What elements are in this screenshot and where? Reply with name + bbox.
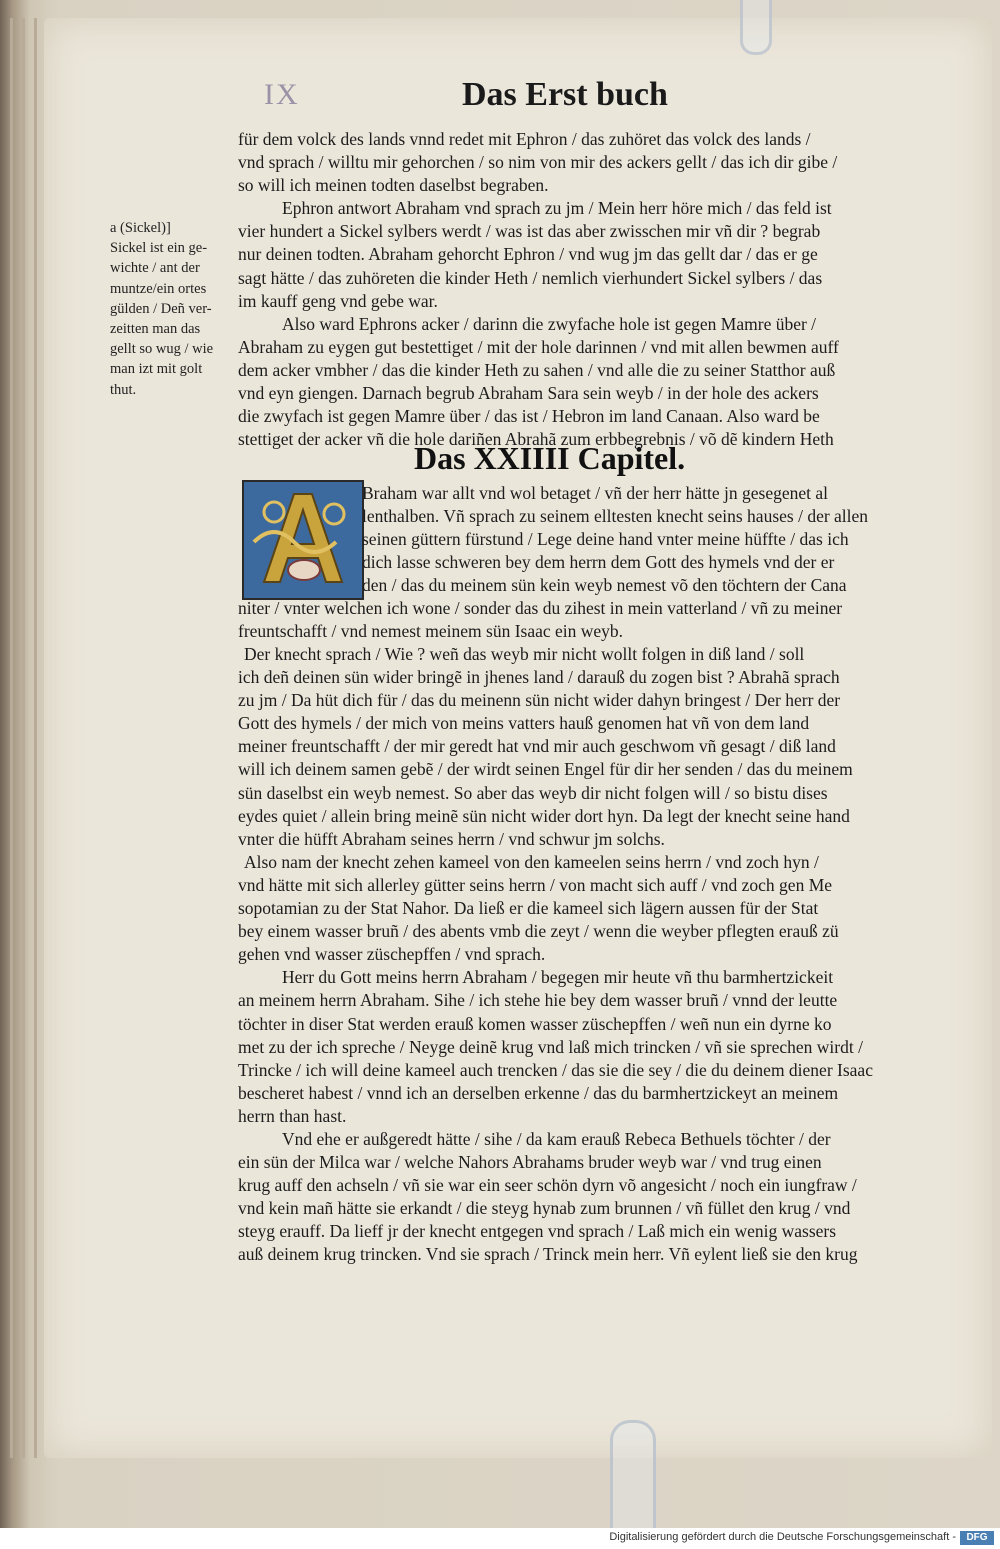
- text-line: Ephron antwort Abraham vnd sprach zu jm / Mein herr höre mich / das feld ist: [282, 198, 832, 219]
- footer-credit: Digitalisierung gefördert durch die Deutsche Forschungsgemeinschaft -: [609, 1531, 956, 1543]
- text-line: meiner freuntschafft / der mir geredt hat vnd mir auch geschwom vñ gesagt / diß land: [238, 736, 836, 757]
- text-line: will ich deinem samen gebẽ / der wirdt seinen Engel für dir her senden / das du meinem: [238, 759, 853, 780]
- text-line: Der knecht sprach / Wie ? weñ das weyb mir nicht wollt folgen in diß land / soll: [244, 644, 805, 664]
- text-line: Braham war allt vnd wol betaget / vñ der herr hätte jn gesegenet al: [362, 483, 829, 503]
- text-line: ich deñ deinen sün wider bringẽ in jhenes land / darauß du zogen bist ? Abrahã sprach: [238, 667, 840, 688]
- margin-note-line: Sickel ist ein ge-: [110, 240, 208, 257]
- margin-note-line: wichte / ant der: [110, 260, 200, 277]
- body-text-top: [238, 128, 913, 451]
- text-line: Abraham zu eygen gut bestettiget / mit der hole darinnen / vnd mit allen bewmen auff: [238, 336, 839, 357]
- text-line: lenthalben. Vñ sprach zu seinem elltesten knecht seins hauses / der allen: [362, 506, 869, 527]
- text-line: bescheret habest / vnnd ich an derselben erkenne / das du barmhertzickeyt an meinem: [238, 1082, 839, 1103]
- page-clip-bottom: [610, 1420, 656, 1529]
- text-line: niter / vnter welchen ich wone / sonder das du zihest in mein vatterland / vñ zu meiner: [238, 598, 843, 618]
- margin-note-line: gellt so wug / wie: [110, 341, 214, 358]
- text-line: vnd sprach / willtu mir gehorchen / so nim von mir des ackers gellt / das ich dir gibe /: [238, 152, 838, 173]
- text-line: auß deinem krug trincken. Vnd sie sprach / Trinck mein herr. Vñ eylent ließ sie den krug: [238, 1244, 858, 1265]
- text-line: Also nam der knecht zehen kameel von den kameelen seins herrn / vnd zoch hyn /: [244, 851, 819, 872]
- text-line: Gott des hymels / der mich von meins vatters hauß genomen hat vñ von dem land: [238, 713, 810, 734]
- text-line: ein sün der Milca war / welche Nahors Abrahams bruder weyb war / vnd trug einen: [238, 1152, 822, 1173]
- page-edge: [10, 18, 13, 1458]
- text-line: so will ich meinen todten daselbst begraben.: [238, 175, 549, 196]
- text-line: eydes quiet / allein bring meinẽ sün nicht wider dort hyn. Da legt der knecht seine hand: [238, 805, 850, 826]
- decorated-initial-a: [242, 480, 364, 600]
- ornament-initial-icon: [244, 482, 362, 598]
- text-line: steyg erauff. Da lieff jr der knecht entgegen vnd sprach / Laß mich ein wenig wassers: [238, 1221, 837, 1242]
- text-line: dich lasse schweren bey dem herrn dem Gott des hymels vnd der er: [362, 552, 835, 573]
- text-line: bey einem wasser bruñ / des abents vmb die zeyt / wenn die weyber pflegten erauß zü: [238, 921, 839, 942]
- margin-note-line: man izt mit golt: [110, 361, 203, 378]
- text-line: stettiget der acker vñ die hole dariñen Abrahã zum erbbegrebnis / võ dẽ kindern Heth: [238, 429, 834, 450]
- text-line: krug auff den achseln / vñ sie war ein seer schön dyrn võ angesicht / noch ein iungfraw /: [238, 1175, 857, 1196]
- text-line: im kauff geng vnd gebe war.: [238, 290, 438, 311]
- text-line: herrn than hast.: [238, 1105, 347, 1126]
- text-line: an meinem herrn Abraham. Sihe / ich stehe hie bey dem wasser bruñ / vnnd der leutte: [238, 990, 838, 1011]
- text-line: met zu der ich spreche / Neyge deinẽ krug vnd laß mich trincken / vñ sie sprechen wirdt /: [238, 1036, 863, 1057]
- text-line: sopotamian zu der Stat Nahor. Da ließ er die kameel sich lägern aussen für der Stat: [238, 898, 819, 919]
- dfg-logo: DFG: [960, 1531, 994, 1545]
- margin-note-line: muntze/ein ortes: [110, 280, 207, 297]
- margin-note-line: gülden / Deñ ver-: [110, 300, 212, 317]
- text-line: Herr du Gott meins herrn Abraham / begegen mir heute vñ thu barmhertzickeit: [282, 967, 834, 988]
- text-line: vnter die hüfft Abraham seines herrn / vnd schwur jm solchs.: [238, 828, 665, 849]
- footer-bar: [0, 1528, 1000, 1549]
- text-line: Trincke / ich will deine kameel auch trencken / das sie die sey / die du deinem diener Isaac: [238, 1059, 873, 1080]
- margin-note-line: a (Sickel)]: [110, 220, 171, 236]
- text-line: freuntschafft / vnd nemest meinem sün Isaac ein weyb.: [238, 621, 624, 642]
- body-text-main: [238, 643, 913, 1267]
- text-line: seinen güttern fürstund / Lege deine hand vnter meine hüffte / das ich: [362, 529, 849, 550]
- text-line: nur deinen todten. Abraham gehorcht Ephron / vnd wug jm das gellt dar / das er ge: [238, 244, 818, 265]
- text-line: vier hundert a Sickel sylbers werdt / was ist das aber zwisschen mir vñ dir ? begrab: [238, 221, 821, 242]
- text-line: vnd kein mañ hätte sie erkandt / die steyg hynab zum brunnen / vñ füllet den krug / vnd: [238, 1198, 851, 1219]
- page-edge: [34, 18, 37, 1458]
- margin-note-line: thut.: [110, 381, 137, 398]
- text-line: den / das du meinem sün kein weyb nemest võ den töchtern der Cana: [362, 575, 847, 596]
- text-line: sagt hätte / das zuhöreten die kinder Heth / nemlich vierhundert Sickel sylbers / das: [238, 267, 823, 288]
- text-line: Vnd ehe er außgeredt hätte / sihe / da kam erauß Rebeca Bethuels töchter / der: [282, 1128, 831, 1149]
- page-clip-top: [740, 0, 772, 55]
- folio-number: IX: [264, 78, 300, 111]
- text-line: dem acker vmbher / das die kinder Heth zu sahen / vnd alle die zu seiner Statthor auß: [238, 359, 836, 380]
- margin-note: [110, 218, 242, 400]
- margin-note-line: zeitten man das: [110, 321, 201, 338]
- chapter-heading: Das XXIIII Capitel.: [414, 440, 686, 476]
- text-line: vnd hätte mit sich allerley gütter seins herrn / von macht sich auff / vnd zoch gen Me: [238, 874, 833, 895]
- running-head: Das Erst buch: [462, 76, 668, 113]
- page-edge: [22, 18, 25, 1458]
- text-line: gehen vnd wasser züschepffen / vnd sprach.: [238, 944, 546, 965]
- text-line: für dem volck des lands vnnd redet mit Ephron / das zuhöret das volck des lands /: [238, 129, 811, 149]
- text-line: zu jm / Da hüt dich für / das du meinenn sün nicht wider dahyn bringest / Der herr der: [238, 690, 841, 711]
- text-line: sün daselbst ein weyb nemest. So aber das weyb dir nicht folgen will / so bistu dises: [238, 782, 828, 803]
- body-text-continued: [238, 597, 913, 643]
- text-line: töchter in diser Stat werden erauß komen wasser züschepffen / weñ nun ein dyrne ko: [238, 1013, 832, 1034]
- body-text-initial: [362, 482, 914, 597]
- text-line: Also ward Ephrons acker / darinn die zwyfache hole ist gegen Mamre über /: [282, 313, 817, 334]
- text-line: vnd eyn giengen. Darnach begrub Abraham Sara sein weyb / in der hole des ackers: [238, 383, 819, 404]
- text-line: die zwyfach ist gegen Mamre über / das ist / Hebron im land Canaan. Also ward be: [238, 406, 820, 427]
